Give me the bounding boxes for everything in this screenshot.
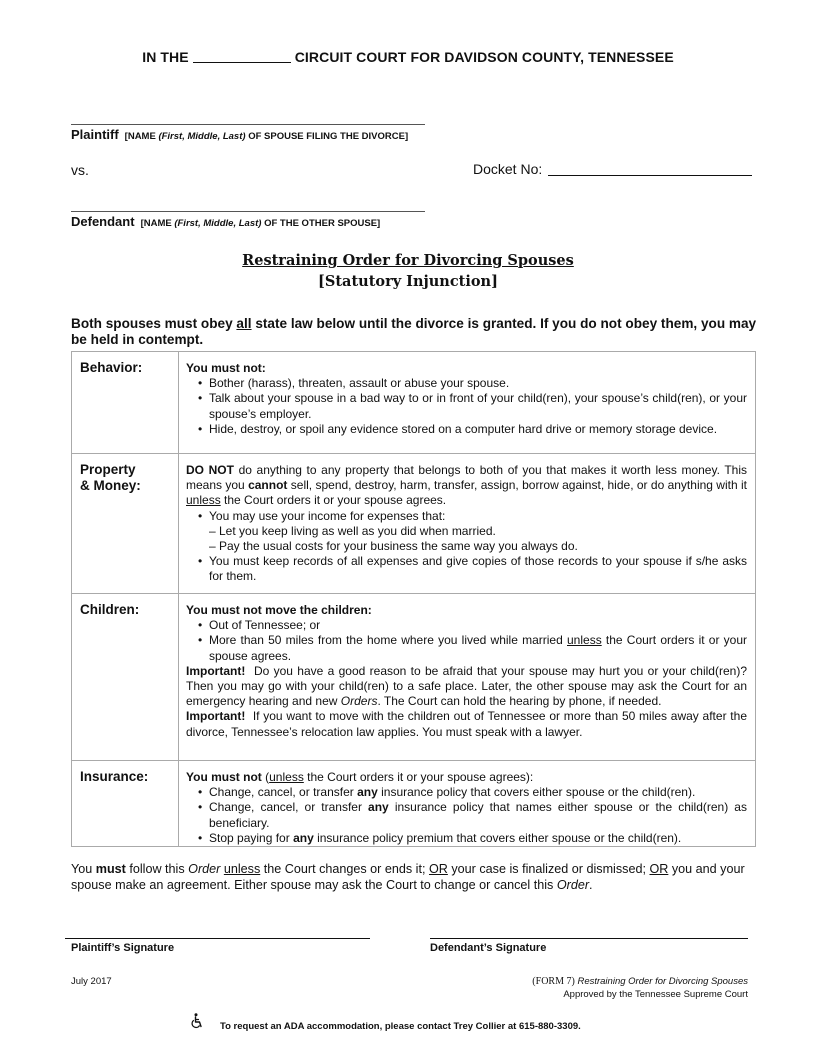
order-table — [71, 351, 756, 847]
behavior-row — [72, 352, 756, 454]
document-title: Restraining Order for Divorcing Spouses — [242, 252, 574, 269]
insurance-content: You must not (unless the Court orders it or your spouse agrees): • Change, cancel, or transfer any insurance policy that covers either spouse or the child(ren). • Change, cancel, or transfer any insurance policy that names either spouse or the child(ren) as beneficiary. • Stop paying for any insurance policy premium that covers either spouse or the child(ren). — [179, 761, 756, 847]
heading-prefix: IN THE — [142, 49, 189, 65]
plaintiff-signature-line[interactable] — [65, 938, 370, 939]
intro-statement: Both spouses must obey all state law below until the divorce is granted. If you do not obey them, you may be held in contempt. — [71, 316, 757, 347]
list-item: • Hide, destroy, or spoil any evidence stored on a computer hard drive or memory storage device. — [186, 422, 747, 437]
defendant-signature-line[interactable] — [430, 938, 748, 939]
defendant-name-line[interactable] — [71, 211, 425, 212]
plaintiff-signature-label: Plaintiff’s Signature — [71, 942, 175, 954]
property-content: DO NOT do anything to any property that belongs to both of you that makes it worth less money. This means you cannot sell, spend, destroy, harm, transfer, assign, borrow against, hide, or do anything with it unless the Court orders it or your spouse agrees. • You may use your income for expenses that: – Let you keep living as well as you did when married. – Pay the usual costs for your business the same way you always do. • You must keep records of all expenses and give copies of those records to your spouse if s/he asks for them. — [179, 454, 756, 594]
list-item: • Change, cancel, or transfer any insurance policy that names either spouse or the child(ren) as beneficiary. — [186, 800, 747, 830]
heading-suffix: CIRCUIT COURT FOR DAVIDSON COUNTY, TENNESSEE — [294, 49, 674, 65]
docket-field — [473, 161, 752, 177]
ada-accommodation-note: To request an ADA accommodation, please contact Trey Collier at 615-880-3309. — [220, 1021, 581, 1032]
list-item: • Out of Tennessee; or — [186, 618, 747, 633]
plaintiff-note: [NAME (First, Middle, Last) OF SPOUSE FILING THE DIVORCE] — [124, 131, 409, 142]
form-name: (FORM 7) Restraining Order for Divorcing Spouses — [532, 976, 748, 987]
approval-note: Approved by the Tennessee Supreme Court — [563, 989, 748, 1000]
property-label: Property & Money: — [72, 454, 179, 594]
versus-label: vs. — [71, 162, 89, 178]
circuit-blank-line[interactable] — [193, 50, 291, 63]
docket-number-line[interactable] — [548, 161, 752, 176]
list-item: • You must keep records of all expenses and give copies of those records to your spouse if s/he asks for them. — [186, 554, 747, 584]
list-subitem: – Let you keep living as well as you did when married. — [209, 523, 496, 538]
defendant-note: [NAME (First, Middle, Last) OF THE OTHER SPOUSE] — [140, 218, 381, 229]
plaintiff-label: Plaintiff — [71, 127, 119, 142]
document-subtitle: [Statutory Injunction] — [318, 273, 498, 290]
insurance-row — [72, 761, 756, 847]
insurance-label: Insurance: — [72, 761, 179, 847]
defendant-label-row — [71, 214, 380, 229]
list-item: • Change, cancel, or transfer any insurance policy that covers either spouse or the child(ren). — [186, 785, 747, 800]
defendant-label: Defendant — [71, 214, 135, 229]
list-item: • You may use your income for expenses that: — [186, 509, 747, 524]
children-row — [72, 594, 756, 761]
list-item: • More than 50 miles from the home where you lived while married unless the Court orders it or your spouse agrees. — [186, 633, 747, 663]
defendant-signature-label: Defendant’s Signature — [430, 942, 547, 954]
behavior-content: You must not: • Bother (harass), threaten, assault or abuse your spouse. • Talk about your spouse in a bad way to or in front of your child(ren), your spouse’s child(ren), or your spouse’s employer. • Hide, destroy, or spoil any evidence stored on a computer hard drive or memory storage device. — [179, 352, 756, 454]
list-subitem: – Pay the usual costs for your business the same way you always do. — [209, 539, 578, 554]
children-label: Children: — [72, 594, 179, 761]
plaintiff-label-row — [71, 127, 408, 142]
property-row — [72, 454, 756, 594]
list-item: • Bother (harass), threaten, assault or abuse your spouse. — [186, 376, 747, 391]
revision-date: July 2017 — [71, 976, 112, 987]
plaintiff-name-line[interactable] — [71, 124, 425, 125]
list-item: • Stop paying for any insurance policy premium that covers either spouse or the child(ren). — [186, 831, 747, 846]
closing-statement: You must follow this Order unless the Court changes or ends it; OR your case is finalized or dismissed; OR you and your spouse make an agreement. Either spouse may ask the Court to change or cancel this Order. — [71, 862, 745, 892]
children-content: You must not move the children: • Out of Tennessee; or • More than 50 miles from the home where you lived while married unless the Court orders it or your spouse agrees. Important! Do you have a good reason to be afraid that your spouse may hurt you or your child(ren)? Then you may go with your child(ren) to a safe place. Later, the other spouse may ask the Court for an emergency hearing and new Orders. The Court can hold the hearing by phone, if needed. Important! If you want to move with the children out of Tennessee or more than 50 miles away after the divorce, Tennessee’s relocation law applies. You must speak with a lawyer. — [179, 594, 756, 761]
list-item: • Talk about your spouse in a bad way to or in front of your child(ren), your spouse’s child(ren), or your spouse’s employer. — [186, 391, 747, 421]
wheelchair-icon — [190, 1013, 204, 1029]
behavior-label: Behavior: — [72, 352, 179, 454]
docket-label: Docket No: — [473, 161, 543, 177]
court-heading — [0, 49, 816, 65]
